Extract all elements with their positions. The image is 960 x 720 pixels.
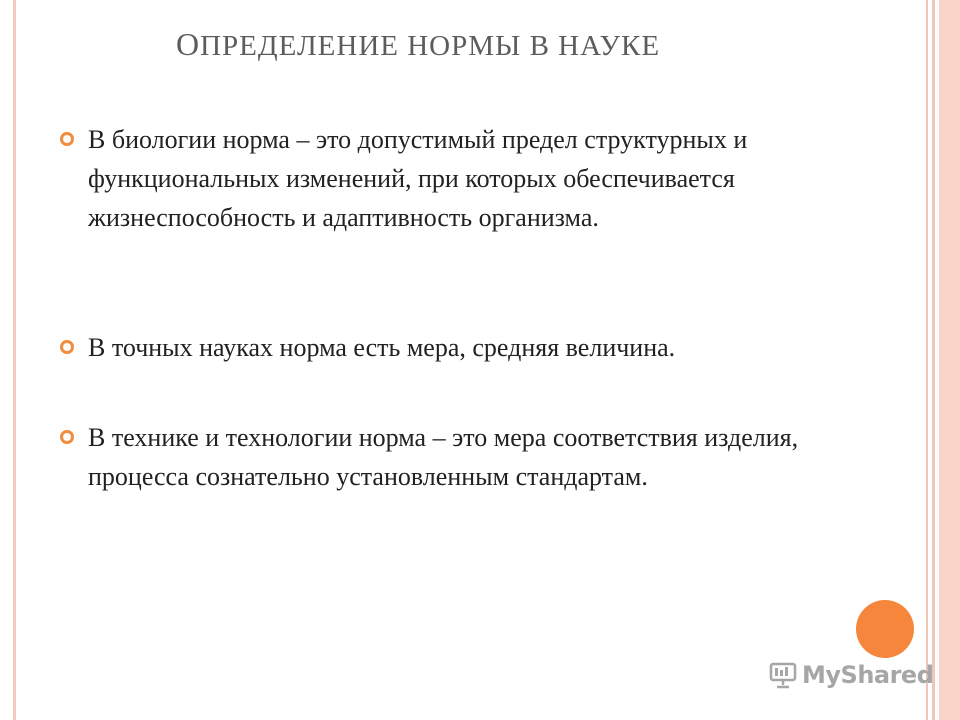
left-border-line bbox=[13, 0, 16, 720]
ring-bullet-icon bbox=[60, 132, 74, 146]
presentation-screen-icon bbox=[768, 660, 798, 690]
slide-title-rest: ПРЕДЕЛЕНИЕ НОРМЫ В НАУКЕ bbox=[200, 30, 661, 62]
watermark-text: MyShared bbox=[802, 661, 934, 689]
myshared-watermark bbox=[768, 658, 933, 692]
bullet-text: В биологии норма – это допустимый предел структурных и функциональных изменений, при которых обеспечивается жизнеспособность и адаптивность организма. bbox=[88, 125, 748, 232]
right-decorative-border bbox=[926, 0, 960, 720]
bullet-text: В технике и технологии норма – это мера соответствия изделия, процесса сознательно установленным стандартам. bbox=[88, 423, 799, 491]
slide-title bbox=[176, 26, 660, 63]
ring-bullet-icon bbox=[60, 340, 74, 354]
slide-title-initial: О bbox=[176, 26, 201, 62]
bullet-text: В точных науках норма есть мера, средняя величина. bbox=[88, 333, 676, 362]
ring-bullet-icon bbox=[60, 430, 74, 444]
decorative-orange-circle bbox=[856, 600, 914, 658]
